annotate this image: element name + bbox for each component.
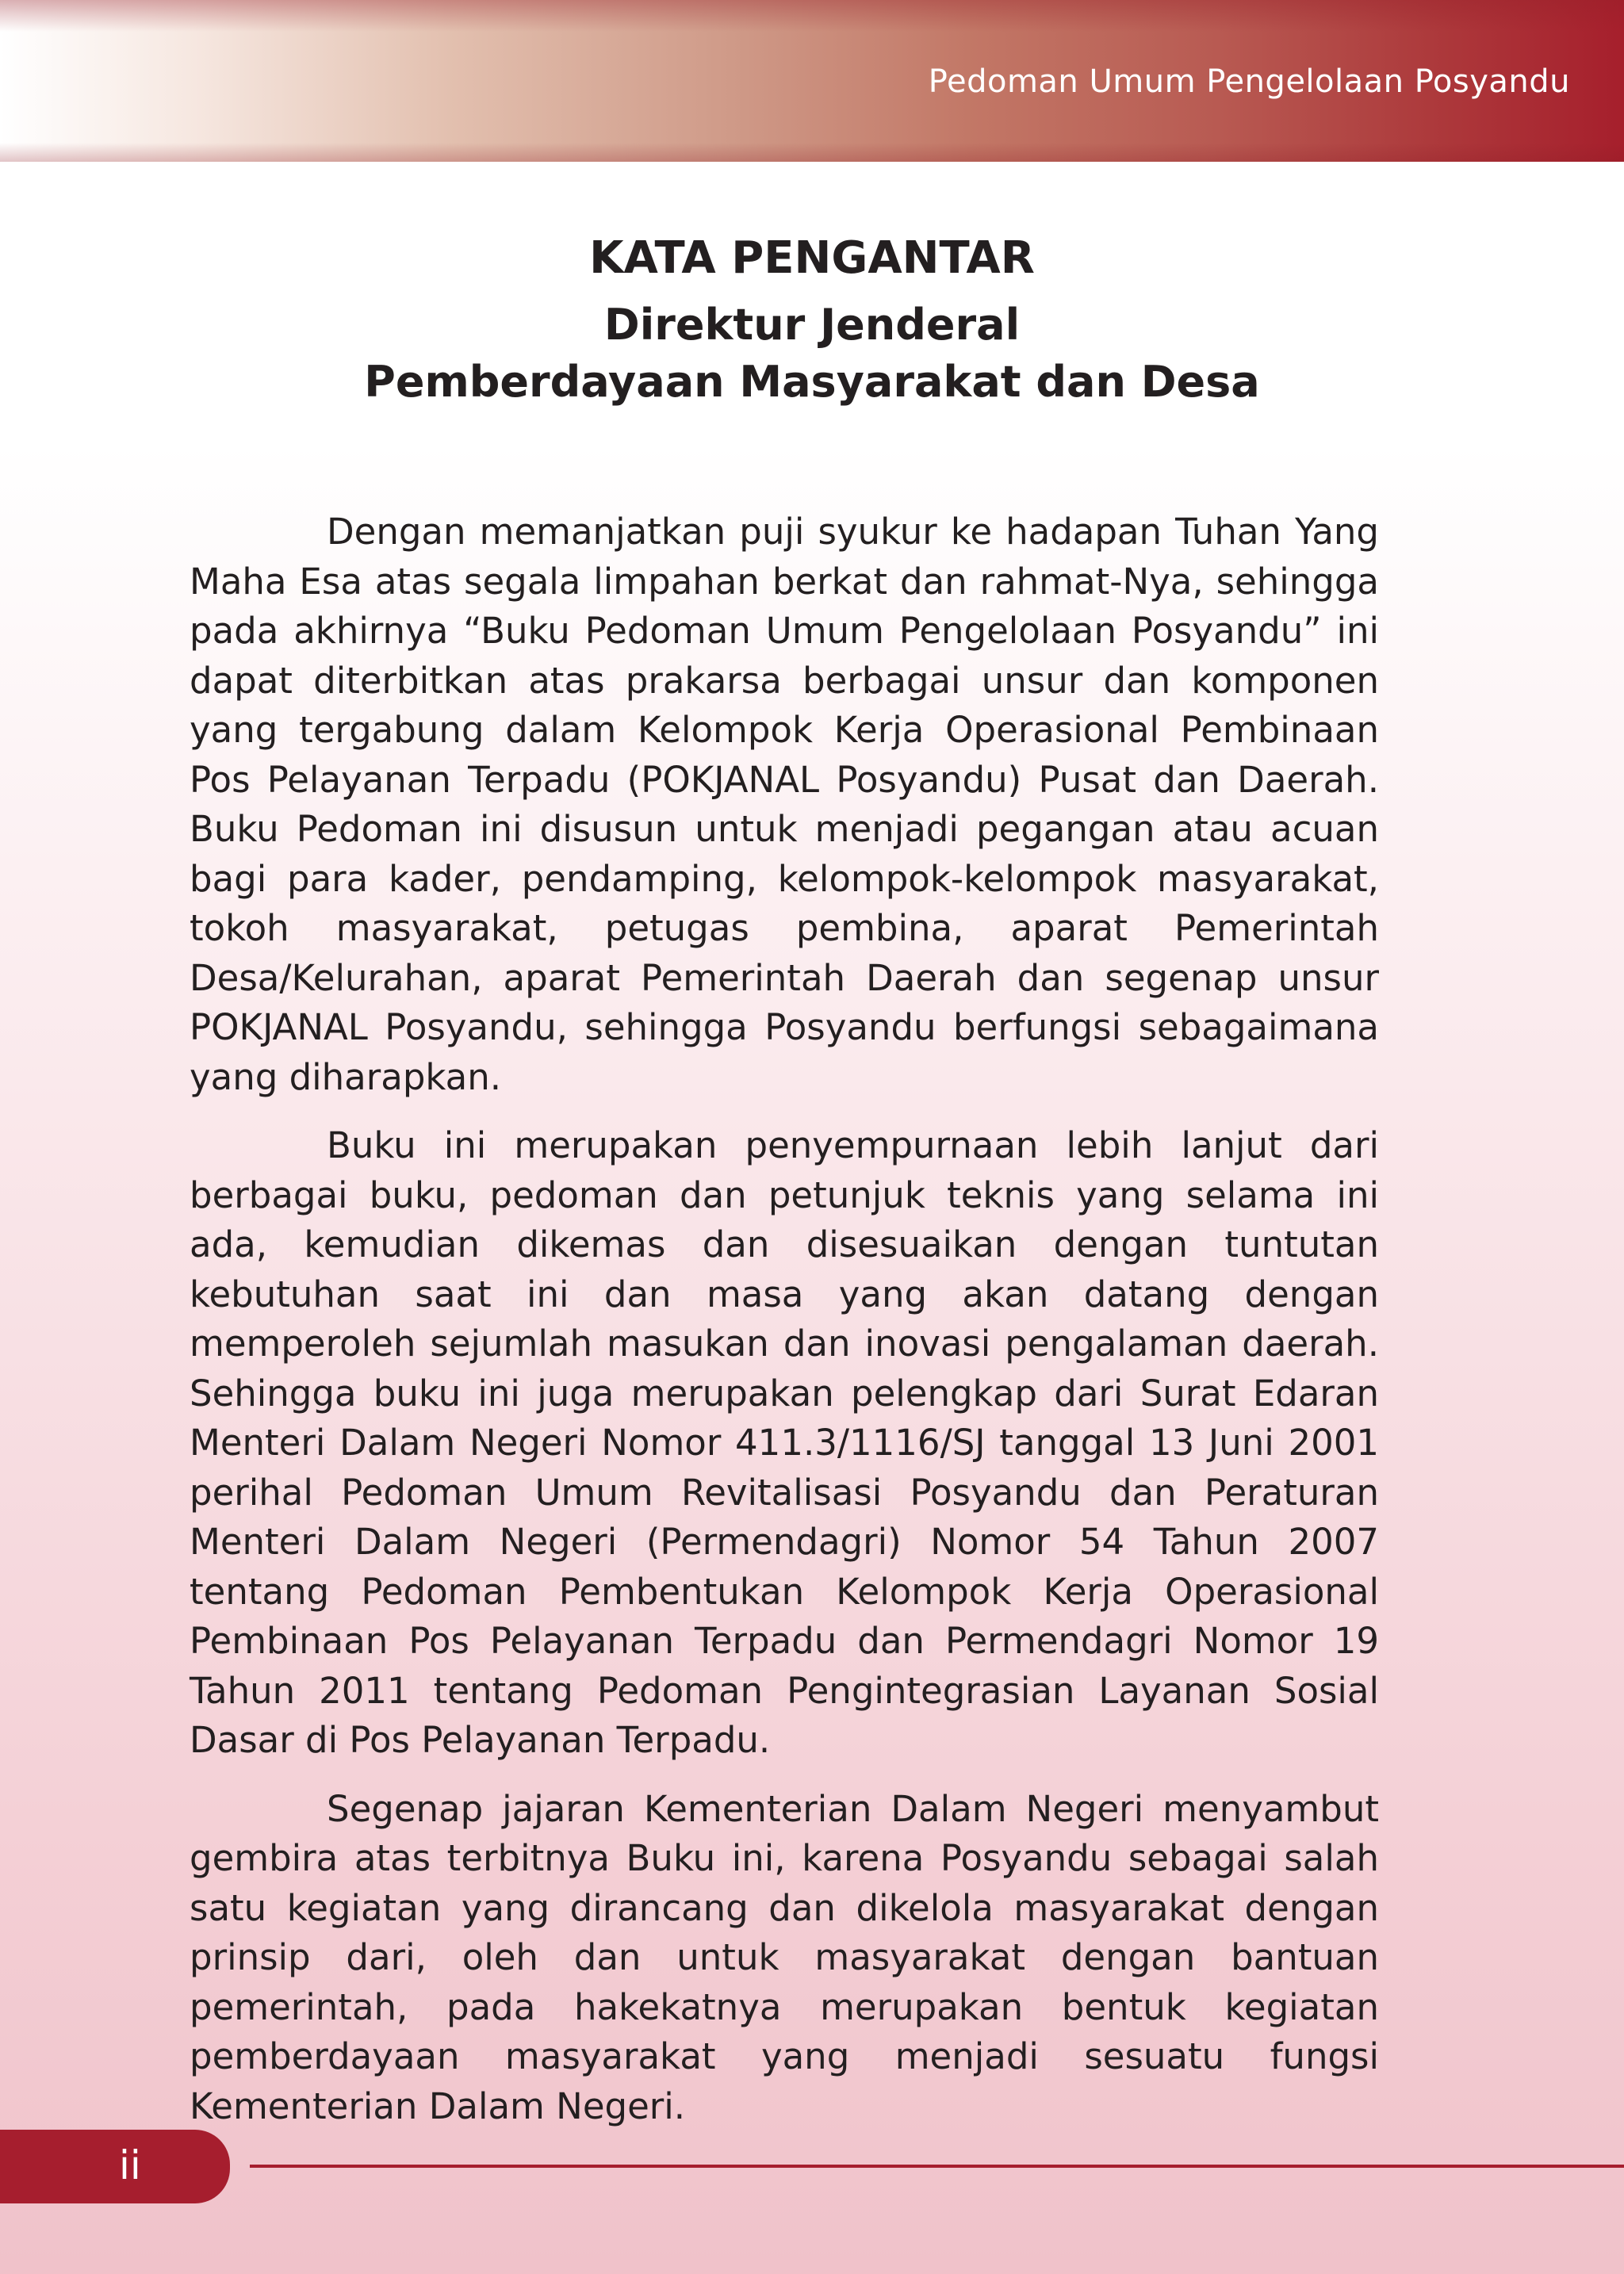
page-subtitle xyxy=(0,297,1624,411)
header-shade-top xyxy=(0,0,1624,32)
page-title: KATA PENGANTAR xyxy=(589,232,1035,284)
paragraph: Buku ini merupakan penyempurnaan lebih lanjut dari berbagai buku, pedoman dan petunjuk teknis yang selama ini ada, kemudian dikemas dan disesuaikan dengan tuntutan kebutuhan saat ini dan masa yang akan datang dengan memperoleh sejumlah masukan dan inovasi pengalaman daerah. Sehingga buku ini juga merupakan pelengkap dari Surat Edaran Menteri Dalam Negeri Nomor 411.3/1116/SJ tanggal 13 Juni 2001 perihal Pedoman Umum Revitalisasi Posyandu dan Peraturan Menteri Dalam Negeri (Permendagri) Nomor 54 Tahun 2007 tentang Pedoman Pembentukan Kelompok Kerja Operasional Pembinaan Pos Pelayanan Terpadu dan Permendagri Nomor 19 Tahun 2011 tentang Pedoman Pengintegrasian Layanan Sosial Dasar di Pos Pelayanan Terpadu. xyxy=(190,1124,1379,1761)
title-block xyxy=(0,228,1624,411)
header-shade-bottom xyxy=(0,143,1624,162)
paragraph: Dengan memanjatkan puji syukur ke hadapan Tuhan Yang Maha Esa atas segala limpahan berkat dan rahmat-Nya, sehingga pada akhirnya “Buku Pedoman Umum Pengelolaan Posyandu” ini dapat diterbitkan atas prakarsa berbagai unsur dan komponen yang tergabung dalam Kelompok Kerja Operasional Pembinaan Pos Pelayanan Terpadu (POKJANAL Posyandu) Pusat dan Daerah. Buku Pedoman ini disusun untuk menjadi pegangan atau acuan bagi para kader, pendamping, kelompok-kelompok masyarakat, tokoh masyarakat, petugas pembina, aparat Pemerintah Desa/Kelurahan, aparat Pemerintah Daerah dan segenap unsur POKJANAL Posyandu, sehingga Posyandu berfungsi sebagaimana yang diharapkan. xyxy=(190,511,1379,1098)
page-number: ii xyxy=(119,2142,141,2188)
body-text xyxy=(190,507,1379,2150)
running-header-title: Pedoman Umum Pengelolaan Posyandu xyxy=(928,63,1570,100)
paragraph: Segenap jajaran Kementerian Dalam Negeri menyambut gembira atas terbitnya Buku ini, karena Posyandu sebagai salah satu kegiatan yang dirancang dan dikelola masyarakat dengan prinsip dari, oleh dan untuk masyarakat dengan bantuan pemerintah, pada hakekatnya merupakan bentuk kegiatan pemberdayaan masyarakat yang menjadi sesuatu fungsi Kementerian Dalam Negeri. xyxy=(190,1787,1379,2127)
subtitle-line-1: Direktur Jenderal xyxy=(603,300,1021,350)
footer-rule xyxy=(250,2165,1624,2168)
subtitle-line-2: Pemberdayaan Masyarakat dan Desa xyxy=(364,357,1260,407)
header-band xyxy=(0,0,1624,162)
page-number-tab xyxy=(0,2130,230,2203)
